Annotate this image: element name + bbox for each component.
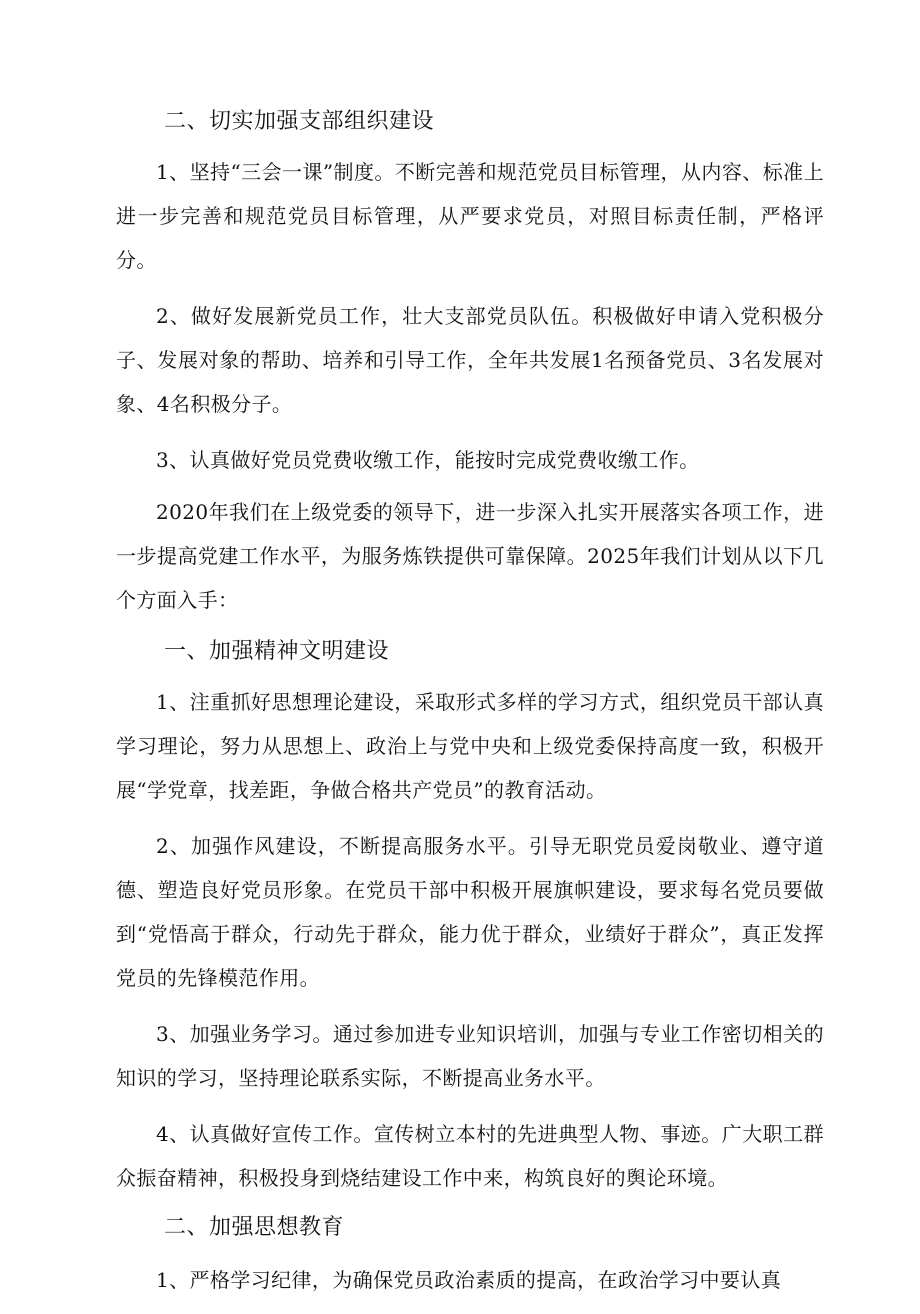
- paragraph: 2、做好发展新党员工作，壮大支部党员队伍。积极做好申请入党积极分子、发展对象的帮助、培养和引导工作，全年共发展1名预备党员、3名发展对象、4名积极分子。: [116, 304, 824, 416]
- paragraph: 1、严格学习纪律，为确保党员政治素质的提高，在政治学习中要认真: [156, 1268, 782, 1292]
- paragraph: 4、认真做好宣传工作。宣传树立本村的先进典型人物、事迹。广大职工群众振奋精神，积极投身到烧结建设工作中来，构筑良好的舆论环境。: [116, 1122, 824, 1190]
- paragraph: 2020年我们在上级党委的领导下，进一步深入扎实开展落实各项工作，进一步提高党建工作水平，为服务炼铁提供可靠保障。2025年我们计划从以下几个方面入手：: [116, 500, 824, 612]
- section-heading: 一、加强精神文明建设: [164, 639, 390, 664]
- section-heading: 二、切实加强支部组织建设: [164, 109, 435, 134]
- paragraph: 2、加强作风建设，不断提高服务水平。引导无职党员爱岗敬业、遵守道德、塑造良好党员形象。在党员干部中积极开展旗帜建设，要求每名党员要做到“党悟高于群众，行动先于群众，能力优于群众，业绩好于群众”，真正发挥党员的先锋模范作用。: [116, 834, 824, 990]
- document-body: [116, 100, 824, 1314]
- paragraph: 1、注重抓好思想理论建设，采取形式多样的学习方式，组织党员干部认真学习理论，努力从思想上、政治上与党中央和上级党委保持高度一致，积极开展“学党章，找差距，争做合格共产党员”的教育活动。: [116, 690, 824, 802]
- paragraph: 3、认真做好党员党费收缴工作，能按时完成党费收缴工作。: [156, 448, 700, 472]
- paragraph: 1、坚持“三会一课”制度。不断完善和规范党员目标管理，从内容、标准上进一步完善和规范党员目标管理，从严要求党员，对照目标责任制，严格评分。: [116, 160, 824, 272]
- paragraph: 3、加强业务学习。通过参加进专业知识培训，加强与专业工作密切相关的知识的学习，坚持理论联系实际，不断提高业务水平。: [116, 1022, 824, 1090]
- section-heading: 二、加强思想教育: [164, 1215, 345, 1240]
